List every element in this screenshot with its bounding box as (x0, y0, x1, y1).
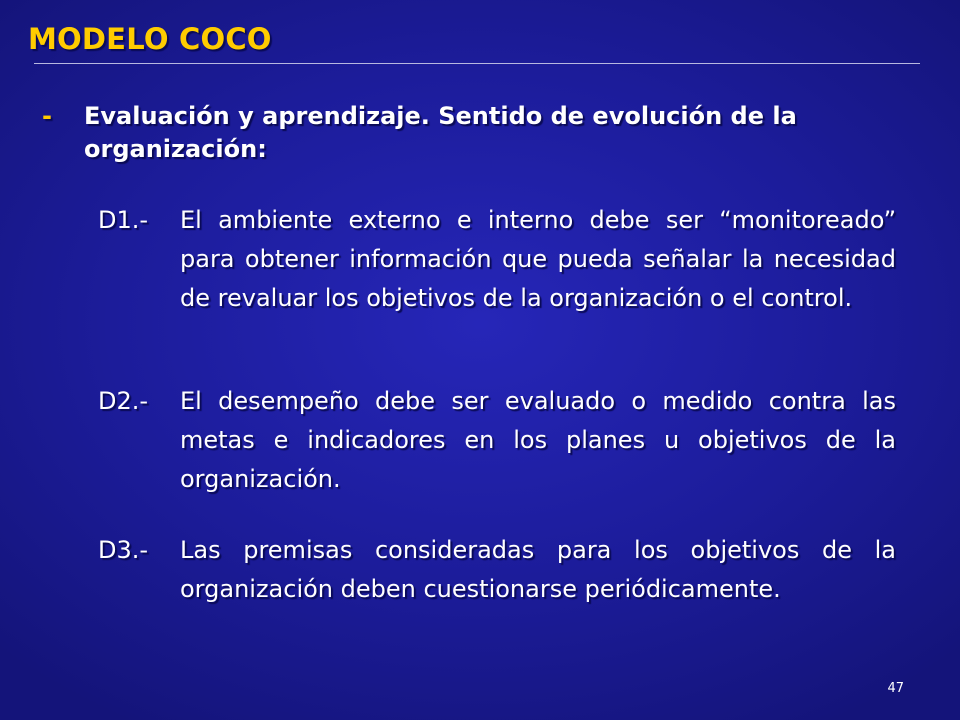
item-code: D2.- (98, 387, 149, 415)
list-item-d2 (98, 382, 896, 499)
title-divider (34, 63, 920, 64)
slide-title: MODELO COCO (28, 22, 272, 56)
item-code: D1.- (98, 206, 149, 234)
section-heading (42, 100, 872, 166)
page-number: 47 (887, 681, 904, 696)
heading-bullet: - (42, 102, 52, 130)
item-code: D3.- (98, 536, 149, 564)
item-text: Las premisas consideradas para los objetivos de la organización deben cuestionarse periódicamente. (180, 536, 896, 603)
list-item-d1 (98, 201, 896, 318)
heading-text: Evaluación y aprendizaje. Sentido de evolución de la organización: (84, 102, 797, 163)
list-item-d3 (98, 531, 896, 609)
item-text: El ambiente externo e interno debe ser “monitoreado” para obtener información que pueda señalar la necesidad de revaluar los objetivos de la organización o el control. (180, 206, 896, 312)
item-text: El desempeño debe ser evaluado o medido contra las metas e indicadores en los planes u objetivos de la organización. (180, 387, 896, 493)
